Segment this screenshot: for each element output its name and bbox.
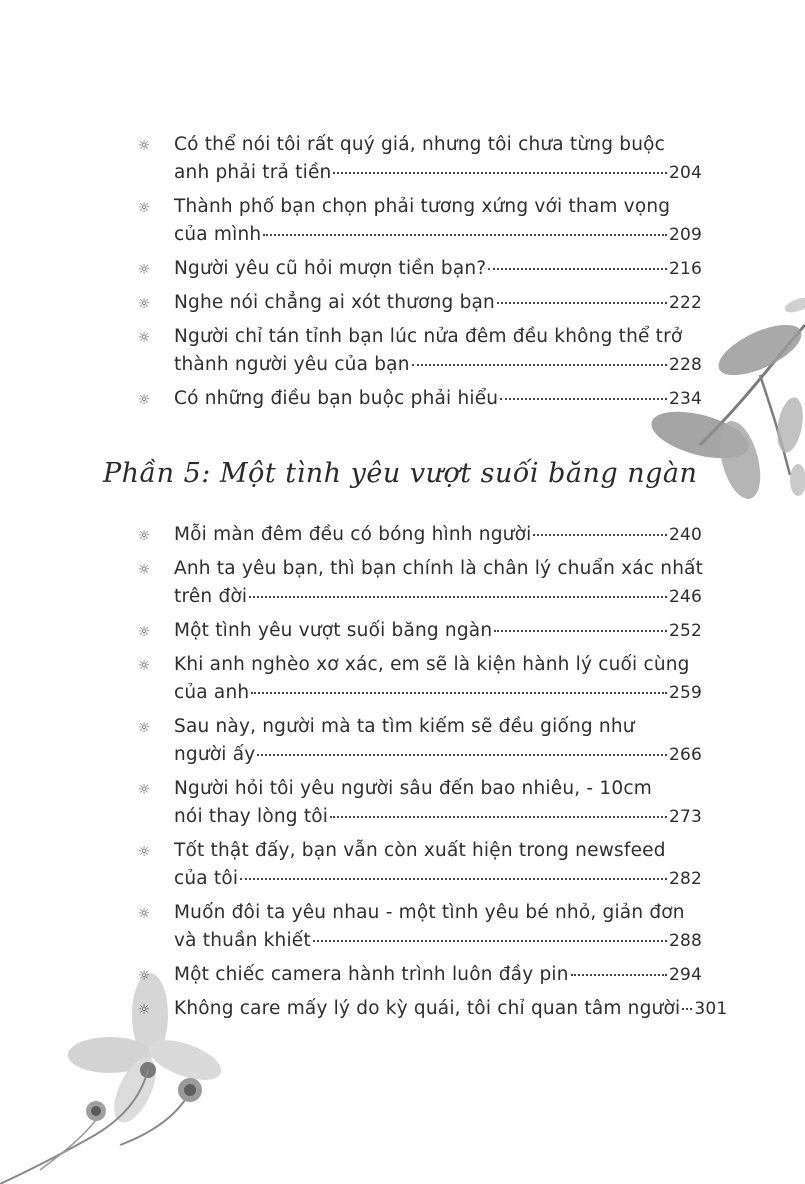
- toc-entry-leader-line: [174, 255, 702, 283]
- toc-entry-leader-line: [174, 289, 702, 317]
- toc-entry-title: anh phải trả tiền: [174, 162, 332, 183]
- toc-entry-title: của mình: [174, 224, 262, 245]
- dot-leader: [488, 267, 667, 270]
- toc-entry-title-line: Sau này, người mà ta tìm kiếm sẽ đều giống như: [174, 716, 635, 737]
- sun-bullet-icon: ☼: [137, 844, 151, 860]
- toc-entry-title: Một tình yêu vượt suối băng ngàn: [174, 620, 493, 641]
- page-number: 204: [668, 163, 702, 183]
- sun-bullet-icon: ☼: [137, 562, 151, 578]
- page-number: 294: [668, 965, 702, 985]
- toc-entry-leader-line: [174, 159, 702, 187]
- toc-entry-leader-line: [174, 221, 702, 249]
- page-number: 288: [668, 931, 702, 951]
- toc-entry-title-line: Muốn đôi ta yêu nhau - một tình yêu bé nhỏ, giản đơn: [174, 902, 685, 923]
- page-number: 259: [668, 683, 702, 703]
- sun-bullet-icon: ☼: [137, 528, 151, 544]
- page-number: 273: [668, 807, 702, 827]
- toc-entry-leader-line: [174, 385, 702, 413]
- dot-leader: [263, 233, 667, 236]
- toc-entry-leader-line: [174, 617, 702, 645]
- dot-leader: [412, 363, 667, 366]
- toc-entry-title-line: Người hỏi tôi yêu người sâu đến bao nhiêu, - 10cm: [174, 778, 652, 799]
- sun-bullet-icon: ☼: [137, 658, 151, 674]
- toc-entry-leader-line: [174, 865, 702, 893]
- page-number: 301: [694, 999, 728, 1019]
- toc-entry-leader-line: [174, 741, 702, 769]
- toc-entry-title-line: Thành phố bạn chọn phải tương xứng với tham vọng: [174, 196, 671, 217]
- toc-entry-title: Một chiếc camera hành trình luôn đầy pin: [174, 964, 569, 985]
- dot-leader: [494, 629, 667, 632]
- toc-entry-title-line: Anh ta yêu bạn, thì bạn chính là chân lý chuẩn xác nhất: [174, 558, 704, 579]
- toc-entry-title: người ấy: [174, 744, 256, 765]
- dot-leader: [313, 939, 667, 942]
- sun-bullet-icon: ☼: [137, 906, 151, 922]
- toc-entry-title-line: Người chỉ tán tỉnh bạn lúc nửa đêm đều không thể trở: [174, 326, 683, 347]
- sun-bullet-icon: ☼: [137, 200, 151, 216]
- dot-leader: [571, 973, 667, 976]
- toc-entry-leader-line: [174, 995, 728, 1023]
- dot-leader: [497, 301, 667, 304]
- dot-leader: [682, 1007, 692, 1010]
- toc-entry-title-line: Khi anh nghèo xơ xác, em sẽ là kiện hành lý cuối cùng: [174, 654, 690, 675]
- toc-entry-title: của anh: [174, 682, 250, 703]
- page-number: 228: [668, 355, 702, 375]
- page-number: 266: [668, 745, 702, 765]
- toc-entry-leader-line: [174, 583, 702, 611]
- toc-entry-title: Không care mấy lý do kỳ quái, tôi chỉ quan tâm người: [174, 998, 681, 1019]
- toc-entry-leader-line: [174, 351, 702, 379]
- dot-leader: [251, 691, 667, 694]
- toc-entry-leader-line: [174, 521, 702, 549]
- toc-entry-title: Có những điều bạn buộc phải hiểu: [174, 388, 499, 409]
- sun-bullet-icon: ☼: [137, 782, 151, 798]
- page-number: 209: [668, 225, 702, 245]
- page-number: 240: [668, 525, 702, 545]
- page-number: 252: [668, 621, 702, 641]
- sun-bullet-icon: ☼: [137, 624, 151, 640]
- dot-leader: [240, 877, 667, 880]
- sun-bullet-icon: ☼: [137, 1002, 151, 1018]
- page-number: 234: [668, 389, 702, 409]
- toc-entry-title: Nghe nói chẳng ai xót thương bạn: [174, 292, 495, 313]
- toc-entry-leader-line: [174, 927, 702, 955]
- page-number: 216: [668, 259, 702, 279]
- section-heading: Phần 5: Một tình yêu vượt suối băng ngàn: [103, 458, 698, 489]
- dot-leader: [330, 815, 667, 818]
- toc-entry-title: Mỗi màn đêm đều có bóng hình người: [174, 524, 532, 545]
- page-number: 246: [668, 587, 702, 607]
- toc-entry-title: nói thay lòng tôi: [174, 806, 329, 827]
- toc-entry-leader-line: [174, 679, 702, 707]
- page-number: 282: [668, 869, 702, 889]
- dot-leader: [257, 753, 667, 756]
- sun-bullet-icon: ☼: [137, 968, 151, 984]
- sun-bullet-icon: ☼: [137, 296, 151, 312]
- dot-leader: [249, 595, 667, 598]
- toc-entry-title: và thuần khiết: [174, 930, 311, 951]
- toc-entry-leader-line: [174, 961, 702, 989]
- toc-entry-title: Người yêu cũ hỏi mượn tiền bạn?: [174, 258, 487, 279]
- dot-leader: [500, 397, 667, 400]
- toc-entry-title-line: Tốt thật đấy, bạn vẫn còn xuất hiện trong newsfeed: [174, 840, 666, 861]
- dot-leader: [333, 171, 666, 174]
- sun-bullet-icon: ☼: [137, 138, 151, 154]
- page-number: 222: [668, 293, 702, 313]
- sun-bullet-icon: ☼: [137, 720, 151, 736]
- toc-entry-title: trên đời: [174, 586, 248, 607]
- sun-bullet-icon: ☼: [137, 262, 151, 278]
- toc-entry-title: thành người yêu của bạn: [174, 354, 410, 375]
- dot-leader: [533, 533, 666, 536]
- toc-entry-leader-line: [174, 803, 702, 831]
- sun-bullet-icon: ☼: [137, 392, 151, 408]
- toc-entry-title: của tôi: [174, 868, 239, 889]
- toc-entry-title-line: Có thể nói tôi rất quý giá, nhưng tôi chưa từng buộc: [174, 134, 666, 155]
- sun-bullet-icon: ☼: [137, 330, 151, 346]
